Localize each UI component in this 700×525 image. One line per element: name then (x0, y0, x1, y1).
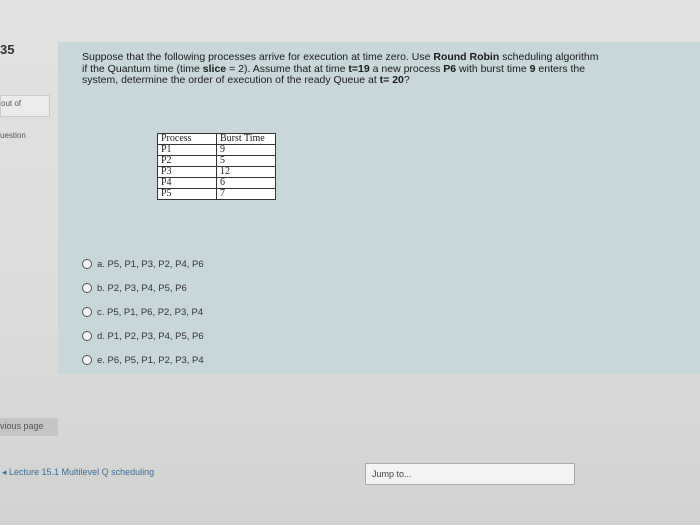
question-number: 35 (0, 42, 15, 57)
option-c[interactable] (82, 300, 204, 324)
radio-button[interactable] (82, 307, 92, 317)
table-cell-process: P4 (158, 178, 217, 189)
flag-question-link[interactable] (0, 128, 48, 146)
question-text-part: = 2). Assume that at time (226, 62, 349, 75)
question-text-bold: slice (202, 62, 227, 75)
table-header-process: Process (158, 134, 217, 145)
previous-page-label: vious page (0, 421, 44, 431)
question-text-part: enters the system, determine the order of execution of the ready Queue at (82, 62, 586, 86)
question-text-bold: P6 (443, 62, 457, 75)
option-label: a. P5, P1, P3, P2, P4, P6 (97, 258, 204, 270)
table-cell-burst: 6 (217, 178, 276, 189)
table-cell-process: P3 (158, 167, 217, 178)
option-label: c. P5, P1, P6, P2, P3, P4 (97, 306, 204, 318)
previous-page-button[interactable] (0, 418, 58, 436)
question-text-part: a new process (369, 62, 444, 75)
table-row (158, 156, 276, 167)
answer-options (82, 252, 204, 372)
radio-button[interactable] (82, 283, 92, 293)
question-text-part: scheduling algorithm if the Quantum time (time (82, 51, 599, 75)
question-text-bold: 9 (529, 62, 536, 75)
option-label: e. P6, P5, P1, P2, P3, P4 (97, 354, 204, 366)
points-label: out of (1, 99, 22, 108)
radio-button[interactable] (82, 259, 92, 269)
table-row (158, 178, 276, 189)
process-table (157, 133, 276, 200)
table-cell-burst: 7 (217, 189, 276, 200)
radio-button[interactable] (82, 355, 92, 365)
question-text-part: Suppose that the following processes arrive for execution at time zero. Use (82, 51, 434, 63)
table-cell-process: P1 (158, 145, 217, 156)
table-cell-burst: 5 (217, 156, 276, 167)
jump-to-label: Jump to... (372, 469, 412, 479)
flag-question-label: uestion (0, 131, 26, 140)
question-text (82, 52, 602, 87)
table-header-burst-time: Burst Time (217, 134, 276, 145)
table-cell-burst: 12 (217, 167, 276, 178)
radio-button[interactable] (82, 331, 92, 341)
option-d[interactable] (82, 324, 204, 348)
table-cell-process: P2 (158, 156, 217, 167)
table-row (158, 145, 276, 156)
question-text-bold: Round Robin (433, 51, 500, 63)
jump-to-select[interactable] (365, 463, 575, 485)
table-cell-burst: 9 (217, 145, 276, 156)
previous-activity-link[interactable]: ◂ Lecture 15.1 Multilevel Q scheduling (2, 467, 155, 477)
option-e[interactable] (82, 348, 204, 372)
table-cell-process: P5 (158, 189, 217, 200)
table-row (158, 167, 276, 178)
option-label: b. P2, P3, P4, P5, P6 (97, 282, 187, 294)
option-label: d. P1, P2, P3, P4, P5, P6 (97, 330, 204, 342)
question-text-part: ? (403, 74, 410, 86)
option-a[interactable] (82, 252, 204, 276)
question-info-box (0, 95, 50, 117)
table-row (158, 189, 276, 200)
option-b[interactable] (82, 276, 204, 300)
question-text-bold: t=19 (348, 62, 370, 75)
question-text-part: with burst time (456, 62, 530, 75)
question-text-bold: t= 20 (379, 74, 404, 86)
table-header-row (158, 134, 276, 145)
